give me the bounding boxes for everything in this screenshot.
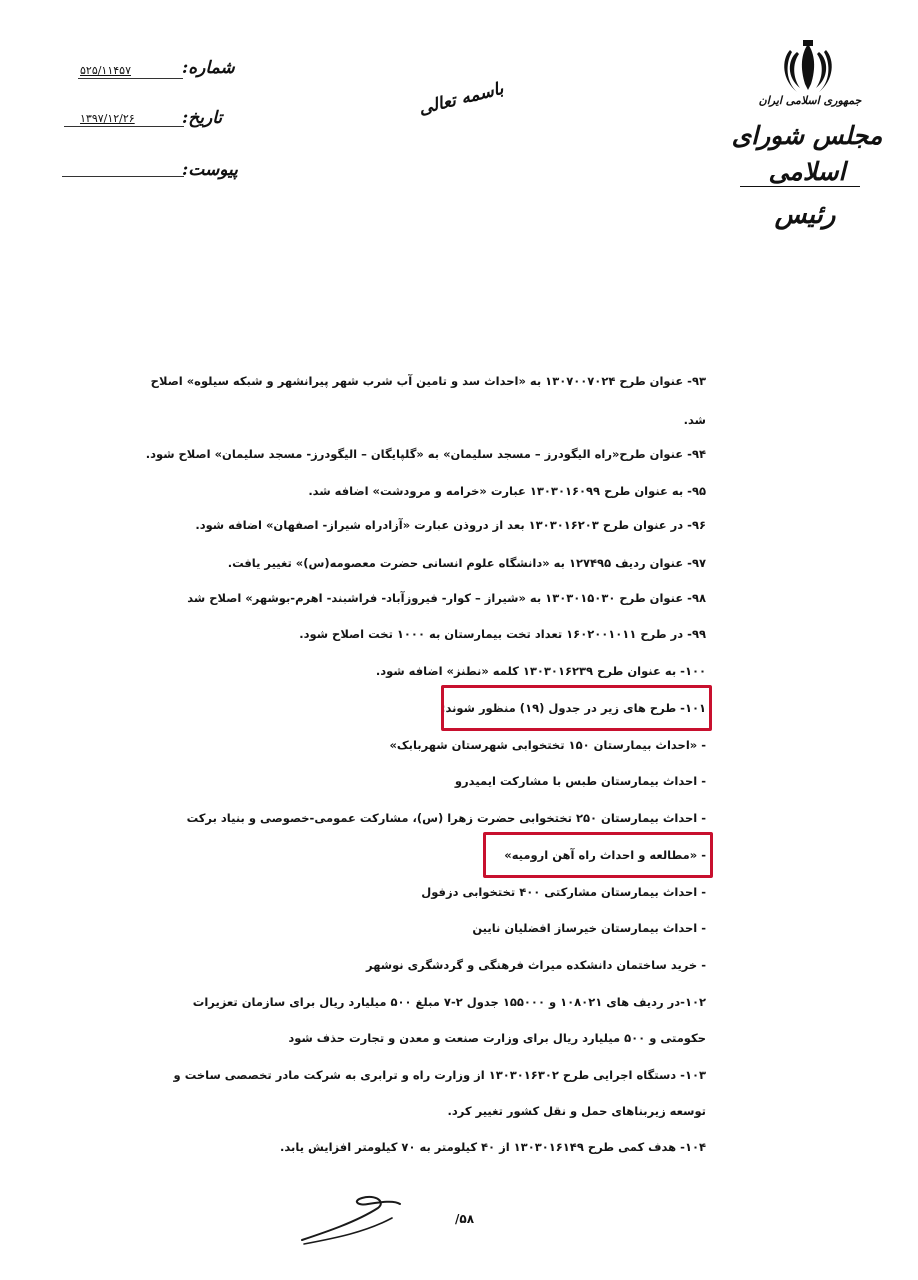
motto-calligraphy (416, 78, 506, 120)
number-line (78, 78, 183, 79)
clause-98: ۹۸- عنوان طرح ۱۳۰۳۰۱۵۰۳۰ به «شیراز – کوار- فیروزآباد- فراشبند- اهرم-بوشهر» اصلاح شد (187, 591, 706, 605)
date-line (64, 126, 184, 127)
list-item: - «احداث بیمارستان ۱۵۰ تختخوابی شهرستان شهربابک» (389, 737, 706, 753)
clause-94: ۹۴- عنوان طرح«راه الیگودرز – مسجد سلیمان» به «گلپایگان – الیگودرز- مسجد سلیمان» اصلاح شود. (145, 447, 706, 461)
list-item: - احداث بیمارستان طبس با مشارکت ایمیدرو (455, 773, 706, 789)
office-title: رئیس (774, 200, 836, 230)
date-value: ۱۳۹۷/۱۲/۲۶ (80, 112, 135, 125)
list-item: - احداث بیمارستان خیرساز افضلیان نایین (472, 920, 706, 936)
parliament-title: مجلس شورای اسلامی (731, 121, 883, 186)
republic-text: جمهوری اسلامی ایران (758, 94, 862, 107)
clause-104: ۱۰۴- هدف کمی طرح ۱۳۰۳۰۱۶۱۴۹ از ۴۰ کیلومتر به ۷۰ کیلومتر افزایش یابد. (280, 1140, 706, 1154)
motto-text: باسمه تعالی (416, 78, 506, 120)
clause-97: ۹۷- عنوان ردیف ۱۲۷۴۹۵ به «دانشگاه علوم انسانی حضرت معصومه(س)» تغییر یافت. (227, 556, 706, 570)
highlight-box-railway (483, 832, 713, 878)
clause-102-cont: حکومتی و ۵۰۰ میلیارد ریال برای وزارت صنعت و معدن و تجارت حذف شود (288, 1031, 706, 1045)
clause-96: ۹۶- در عنوان طرح ۱۳۰۳۰۱۶۲۰۳ بعد از دروذن عبارت «آزادراه شیراز- اصفهان» اضافه شود. (195, 518, 706, 532)
number-label: شماره: (182, 58, 235, 78)
clause-101: ۱۰۱- طرح های زیر در جدول (۱۹) منظور شوند: (440, 701, 706, 715)
list-item: - احداث بیمارستان مشارکتی ۴۰۰ تختخوابی دزفول (421, 884, 706, 900)
clause-103: ۱۰۳- دستگاه اجرایی طرح ۱۳۰۳۰۱۶۳۰۲ از وزارت راه و ترابری به شرکت مادر تخصصی ساخت و (173, 1068, 706, 1082)
iran-emblem-icon (773, 40, 843, 95)
page-number: ۵۸/ (455, 1212, 475, 1226)
clause-99: ۹۹- در طرح ۱۶۰۲۰۰۱۰۱۱ تعداد تخت بیمارستان به ۱۰۰۰ تخت اصلاح شود. (299, 627, 706, 641)
clause-102: ۱۰۲-در ردیف های ۱۰۸۰۲۱ و ۱۵۵۰۰۰ جدول ۲-۷ مبلغ ۵۰۰ میلیارد ریال برای سازمان تعزیرات (192, 995, 706, 1009)
clause-100: ۱۰۰- به عنوان طرح ۱۳۰۳۰۱۶۲۳۹ کلمه «نطنز» اضافه شود. (375, 664, 706, 678)
highlight-box-clause-101 (441, 685, 712, 731)
attachment-line (62, 176, 184, 177)
signature (296, 1188, 406, 1248)
list-item: - «مطالعه و احداث راه آهن ارومیه» (504, 847, 706, 863)
clause-93: ۹۳- عنوان طرح ۱۳۰۷۰۰۷۰۲۴ به «احداث سد و تامین آب شرب شهر پیرانشهر و شبکه سیلوه» اصلاح (150, 374, 706, 388)
attachment-label: پیوست: (182, 160, 238, 180)
clause-95: ۹۵- به عنوان طرح ۱۳۰۳۰۱۶۰۹۹ عبارت «خرامه و مرودشت» اضافه شد. (308, 484, 706, 498)
number-value: ۵۲۵/۱۱۴۵۷ (80, 64, 131, 77)
date-label: تاریخ: (182, 108, 223, 128)
clause-93-cont: شد. (683, 413, 706, 427)
seal-divider (740, 186, 860, 187)
list-item: - احداث بیمارستان ۲۵۰ تختخوابی حضرت زهرا (س)، مشارکت عمومی-خصوصی و بنیاد برکت (187, 810, 706, 826)
clause-103-cont: توسعه زیربناهای حمل و نقل کشور تغییر کرد. (447, 1104, 706, 1118)
list-item: - خرید ساختمان دانشکده میراث فرهنگی و گردشگری نوشهر (366, 957, 706, 973)
